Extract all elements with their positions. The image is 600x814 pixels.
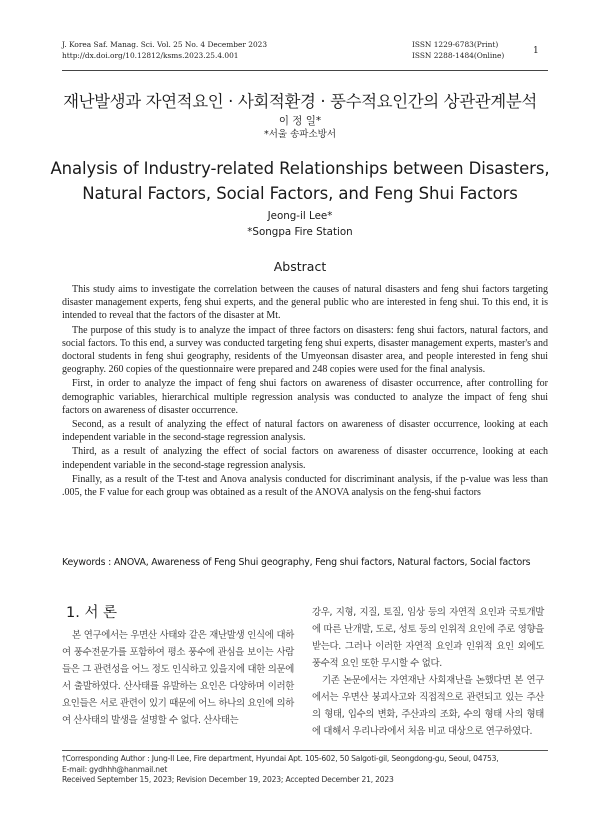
abstract-paragraph: Finally, as a result of the T-test and Anova analysis conducted for discriminant analysis, if the p-value was less than .005, the F value for each group was obtained as a result of the ANOVA analysis on the feng-shui factors [62,473,548,499]
issn-block [412,40,504,61]
body-paragraph: 본 연구에서는 우면산 사태와 같은 재난발생 인식에 대하여 풍수전문가를 포함하여 평소 풍수에 관심을 보이는 사람들은 그 관련성을 어느 정도 인식하고 있을지에 대한 의문에서 출발하였다. 산사태를 유발하는 요인은 다양하며 이러한 요인들은 서로 관련이 있기 때문에 어느 하나의 요인에 의하여 산사태의 발생을 설명할 수 없다. 산사태는 [62,630,294,726]
body-column-left [62,627,294,729]
abstract-paragraph: First, in order to analyze the impact of feng shui factors on awareness of disaster occurrence, after controlling for demographic variables, hierarchical multiple regression analysis was conducted to analyze the impact of feng shui factors on awareness of disaster occurrence. [62,378,548,416]
abstract-paragraph: Second, as a result of analyzing the effect of natural factors on awareness of disaster occurrence, looking at each independent variable in the second-stage regression analysis. [62,419,548,444]
footnote-divider [62,750,548,751]
abstract-paragraph: The purpose of this study is to analyze the impact of three factors on disasters: feng shui factors, natural factors, and social factors. To this end, a survey was conducted targeting feng shui experts, disaster management experts, master's and doctoral students in feng shui geography, residents of the Umyeonsan disaster area, and people interested in feng shui geography. 260 copies of the questionnaire were prepared and 248 copies were used for the final analysis. [62,324,548,376]
abstract-body [62,283,548,500]
journal-citation: J. Korea Saf. Manag. Sci. Vol. 25 No. 4 December 2023 [62,40,268,49]
english-title-line-2: Natural Factors, Social Factors, and Feng Shui Factors [82,184,518,203]
journal-header [62,40,267,61]
publication-dates: Received September 15, 2023; Revision December 19, 2023; Accepted December 21, 2023 [62,775,394,785]
corresponding-author: †Corresponding Author : Jung-Il Lee, Fire department, Hyundai Apt. 105-602, 50 Salgoti-gil, Seongdong-gu, Seoul, 04753, [62,754,499,763]
keywords-line: Keywords : ANOVA, Awareness of Feng Shui geography, Feng shui factors, Natural factors, Social factors [62,557,531,568]
header-divider [62,70,548,71]
issn-print: ISSN 1229-6783(Print) [412,40,499,49]
abstract-paragraph: Third, as a result of analyzing the effect of social factors on awareness of disaster occurrence, looking at each independent variable in the second-stage regression analysis. [62,446,548,471]
english-title-line-1: Analysis of Industry-related Relationships between Disasters, [50,159,550,178]
korean-author: 이 정 일* [278,115,322,127]
footnote [62,754,548,786]
english-affiliation: *Songpa Fire Station [247,226,353,238]
korean-affiliation: *서울 송파소방서 [263,129,336,140]
author-email[interactable]: E-mail: gydhhh@hanmail.net [62,764,168,774]
page-number: 1 [533,46,539,56]
abstract-paragraph: This study aims to investigate the correlation between the causes of natural disasters and feng shui factors targeting disaster management experts, feng shui experts, and the general public who are interested in feng shui. To this end, it is intended to reveal that the factors of the disaster at Mt. [62,284,548,322]
body-paragraph: 기존 논문에서는 자연재난 사회재난을 논했다면 본 연구에서는 우면산 붕괴사고와 직접적으로 관련되고 있는 주산의 형태, 입수의 변화, 주산과의 조화, 수의 형태 사의 형태에 대해서 우리나라에서 처음 비교 대상으로 연구하였다. [312,675,544,737]
doi-link[interactable]: http://dx.doi.org/10.12812/ksms.2023.25.4.001 [62,50,239,60]
abstract-heading: Abstract [273,259,327,274]
body-paragraph: 강우, 지형, 지질, 토질, 임상 등의 자연적 요인과 국토개발에 따른 난개발, 도로, 성토 등의 인위적 요인에 주로 영향을 받는다. 그러나 이러한 자연적 요인과 인위적 요인 외에도 풍수적 요인 또한 무시할 수 없다. [312,607,544,669]
issn-online: ISSN 2288-1484(Online) [412,50,505,60]
english-author: Jeong-il Lee* [267,210,333,222]
body-column-right [312,604,544,740]
section-heading: 1. 서 론 [66,605,118,621]
korean-title: 재난발생과 자연적요인 · 사회적환경 · 풍수적요인간의 상관관계분석 [63,92,537,111]
